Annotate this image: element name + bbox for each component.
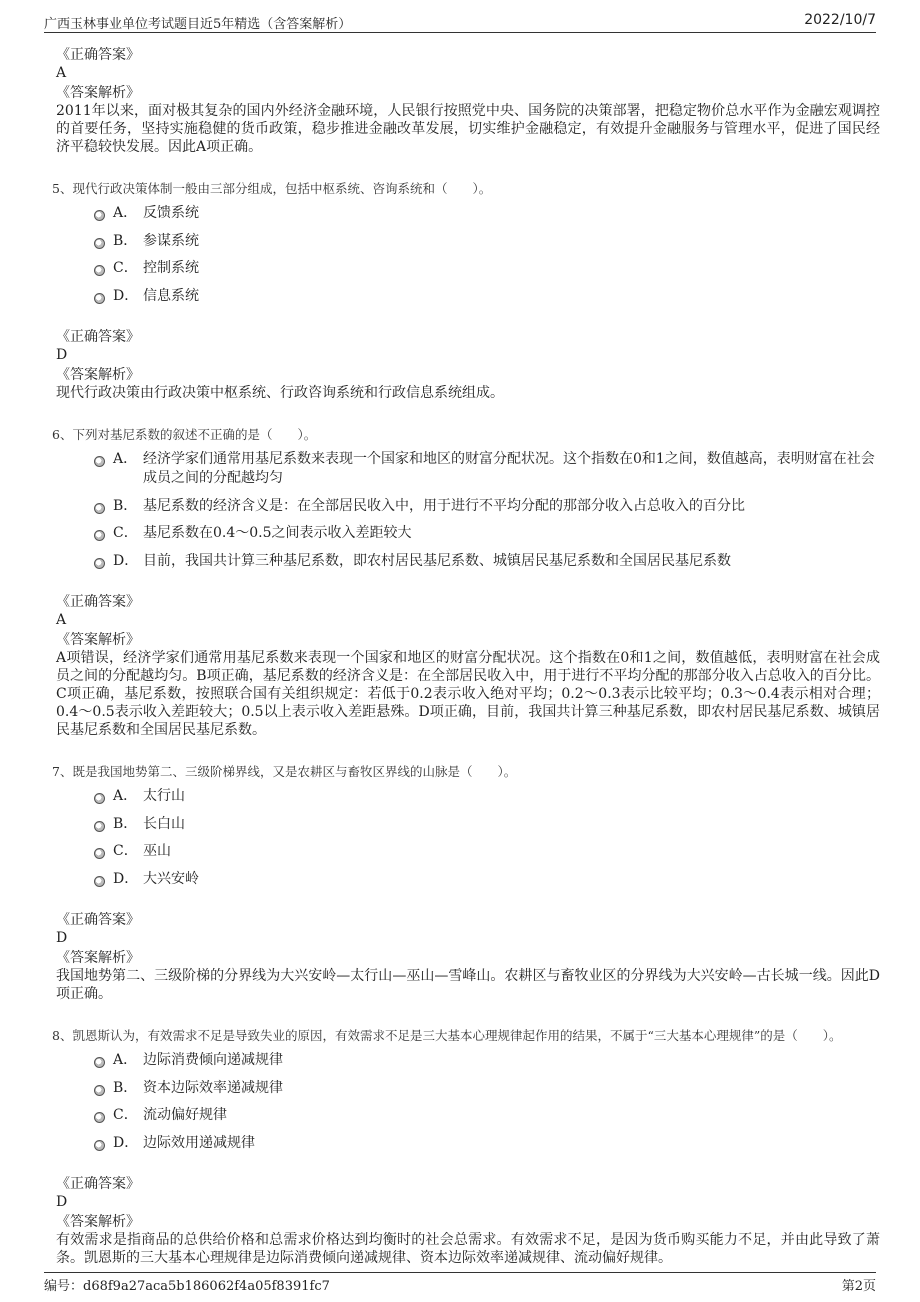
option-c[interactable]	[94, 524, 880, 543]
option-d[interactable]	[94, 552, 880, 571]
option-letter: A．	[113, 788, 138, 804]
correct-answer-label: 《正确答案》	[56, 47, 140, 63]
radio-button-icon[interactable]	[94, 1112, 105, 1123]
option-text: 流动偏好规律	[143, 1107, 227, 1123]
option-letter: B．	[113, 815, 138, 832]
option-letter: A．	[113, 451, 138, 467]
radio-button-icon[interactable]	[94, 793, 105, 804]
radio-button-icon[interactable]	[94, 1140, 105, 1151]
radio-button-icon[interactable]	[94, 210, 105, 221]
option-text: 参谋系统	[143, 232, 199, 249]
radio-button-icon[interactable]	[94, 530, 105, 541]
option-letter: A．	[113, 1052, 138, 1068]
analysis-text: A项错误，经济学家们通常用基尼系数来表现一个国家和地区的财富分配状况。这个指数在0和1之间，数值越低，表明财富在社会成员之间的分配越均匀。B项正确，基尼系数的经济含义是：在全部居民收入中，用于进行不平均分配的那部分收入占总收入的百分比。C项正确，基尼系数，按照联合国有关组织规定：若低于0.2表示收入绝对平均；0.2～0.3表示比较平均；0.3～0.4表示相对合理；0.4～0.5表示收入差距较大；0.5以上表示收入差距悬殊。D项正确，目前，我国共计算三种基尼系数，即农村居民基尼系数、城镇居民基尼系数和全国居民基尼系数。	[56, 650, 880, 738]
option-letter: A．	[113, 205, 138, 221]
option-text: 资本边际效率递减规律	[143, 1079, 283, 1096]
option-c[interactable]	[94, 842, 880, 861]
document-code: 编号：d68f9a27aca5b186062f4a05f8391fc7	[44, 1279, 330, 1294]
option-text: 基尼系数在0.4～0.5之间表示收入差距较大	[143, 525, 412, 541]
option-a[interactable]	[94, 787, 880, 806]
correct-answer-value: A	[56, 612, 67, 628]
correct-answer-label: 《正确答案》	[56, 1176, 140, 1192]
radio-button-icon[interactable]	[94, 876, 105, 887]
option-list	[94, 204, 880, 306]
option-list	[94, 787, 880, 889]
radio-button-icon[interactable]	[94, 848, 105, 859]
correct-answer-label: 《正确答案》	[56, 594, 140, 610]
option-letter: C．	[113, 525, 138, 541]
option-letter: B．	[113, 497, 138, 514]
question-7	[52, 763, 880, 1003]
option-c[interactable]	[94, 259, 880, 278]
option-list	[94, 450, 880, 571]
page-number: 第2页	[841, 1279, 876, 1294]
option-b[interactable]	[94, 497, 880, 516]
correct-answer-label: 《正确答案》	[56, 329, 140, 345]
option-a[interactable]	[94, 204, 880, 223]
option-letter: C．	[113, 843, 138, 859]
option-c[interactable]	[94, 1106, 880, 1125]
option-d[interactable]	[94, 287, 880, 306]
option-text: 边际效用递减规律	[143, 1134, 255, 1151]
analysis-label: 《答案解析》	[56, 367, 140, 383]
correct-answer-label: 《正确答案》	[56, 912, 140, 928]
radio-button-icon[interactable]	[94, 1057, 105, 1068]
option-letter: D．	[113, 552, 139, 569]
option-text: 大兴安岭	[143, 870, 199, 887]
radio-button-icon[interactable]	[94, 503, 105, 514]
question-6	[52, 426, 880, 739]
question-5	[52, 180, 880, 402]
option-text: 经济学家们通常用基尼系数来表现一个国家和地区的财富分配状况。这个指数在0和1之间，数值越高，表明财富在社会成员之间的分配越均匀	[143, 451, 875, 486]
analysis-label: 《答案解析》	[56, 85, 140, 101]
option-text: 信息系统	[143, 287, 199, 304]
option-text: 目前，我国共计算三种基尼系数，即农村居民基尼系数、城镇居民基尼系数和全国居民基尼系数	[143, 552, 731, 569]
page-footer	[44, 1272, 876, 1295]
option-text: 长白山	[143, 815, 185, 832]
correct-answer-value: A	[56, 65, 67, 81]
analysis-text: 2011年以来，面对极其复杂的国内外经济金融环境，人民银行按照党中央、国务院的决策部署，把稳定物价总水平作为金融宏观调控的首要任务，坚持实施稳健的货币政策，稳步推进金融改革发展，切实维护金融稳定，有效提升金融服务与管理水平，促进了国民经济平稳较快发展。因此A项正确。	[56, 103, 880, 155]
option-d[interactable]	[94, 870, 880, 889]
question-text: 7、既是我国地势第二、三级阶梯界线，又是农耕区与畜牧区界线的山脉是（ ）。	[52, 764, 517, 779]
option-a[interactable]	[94, 450, 880, 488]
document-date: 2022/10/7	[804, 12, 876, 28]
option-b[interactable]	[94, 232, 880, 251]
option-text: 反馈系统	[143, 205, 199, 221]
document-title: 广西玉林事业单位考试题目近5年精选（含答案解析）	[44, 17, 352, 32]
option-text: 控制系统	[143, 260, 199, 276]
option-letter: D．	[113, 1134, 139, 1151]
radio-button-icon[interactable]	[94, 821, 105, 832]
analysis-label: 《答案解析》	[56, 950, 140, 966]
option-letter: C．	[113, 1107, 138, 1123]
analysis-text: 现代行政决策由行政决策中枢系统、行政咨询系统和行政信息系统组成。	[56, 385, 504, 401]
option-letter: B．	[113, 232, 138, 249]
option-b[interactable]	[94, 1079, 880, 1098]
option-text: 巫山	[143, 843, 171, 859]
question-text: 6、下列对基尼系数的叙述不正确的是（ ）。	[52, 427, 317, 442]
analysis-label: 《答案解析》	[56, 1214, 140, 1230]
radio-button-icon[interactable]	[94, 265, 105, 276]
correct-answer-value: D	[56, 1194, 68, 1210]
option-letter: B．	[113, 1079, 138, 1096]
option-a[interactable]	[94, 1051, 880, 1070]
option-letter: D．	[113, 287, 139, 304]
correct-answer-value: D	[56, 347, 68, 363]
radio-button-icon[interactable]	[94, 456, 105, 467]
option-d[interactable]	[94, 1134, 880, 1153]
question-text: 8、凯恩斯认为，有效需求不足是导致失业的原因，有效需求不足是三大基本心理规律起作用的结果，不属于“三大基本心理规律”的是（ ）。	[52, 1028, 842, 1043]
option-letter: C．	[113, 260, 138, 276]
question-8	[52, 1027, 880, 1267]
option-text: 边际消费倾向递减规律	[143, 1052, 283, 1068]
analysis-text: 我国地势第二、三级阶梯的分界线为大兴安岭—太行山—巫山—雪峰山。农耕区与畜牧业区的分界线为大兴安岭—古长城一线。因此D项正确。	[56, 968, 880, 1002]
option-text: 太行山	[143, 788, 185, 804]
correct-answer-value: D	[56, 930, 68, 946]
option-list	[94, 1051, 880, 1153]
analysis-label: 《答案解析》	[56, 632, 140, 648]
page-content	[52, 46, 880, 1267]
page-header	[44, 12, 876, 33]
option-letter: D．	[113, 870, 139, 887]
question-text: 5、现代行政决策体制一般由三部分组成，包括中枢系统、咨询系统和（ ）。	[52, 181, 492, 196]
radio-button-icon[interactable]	[94, 238, 105, 249]
radio-button-icon[interactable]	[94, 558, 105, 569]
analysis-text: 有效需求是指商品的总供给价格和总需求价格达到均衡时的社会总需求。有效需求不足，是因为货币购买能力不足，并由此导致了萧条。凯恩斯的三大基本心理规律是边际消费倾向递减规律、资本边际效率递减规律、流动偏好规律。	[56, 1232, 880, 1266]
option-b[interactable]	[94, 815, 880, 834]
radio-button-icon[interactable]	[94, 293, 105, 304]
radio-button-icon[interactable]	[94, 1085, 105, 1096]
option-text: 基尼系数的经济含义是：在全部居民收入中，用于进行不平均分配的那部分收入占总收入的百分比	[143, 497, 745, 514]
